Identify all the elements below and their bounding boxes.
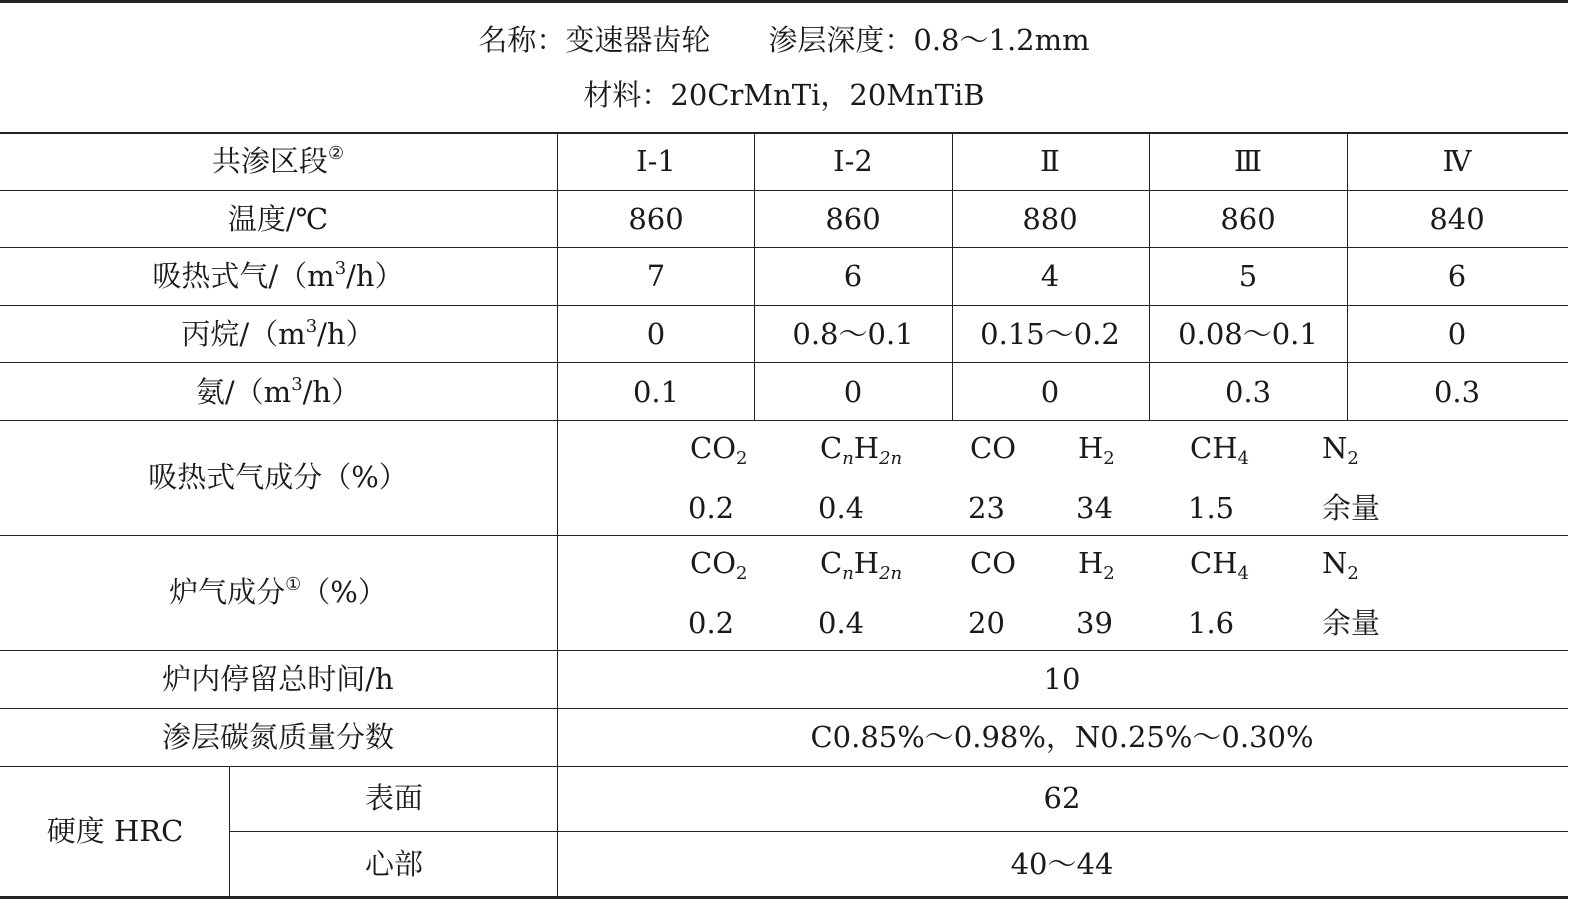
footnote-mark: ①	[285, 574, 302, 595]
formula-base: CO	[690, 546, 736, 580]
rule-header-bottom	[0, 132, 1568, 134]
propane-cell: 0.08～0.1	[1178, 317, 1318, 351]
propane-cell: 0	[1447, 317, 1467, 351]
rule	[0, 362, 1568, 363]
formula-sub: 2	[1347, 448, 1359, 469]
comp-n2-header	[1322, 431, 1359, 469]
label-part: （%）	[301, 575, 387, 609]
rule	[0, 190, 1568, 191]
rule	[0, 305, 1568, 306]
label-part: 吸热式气/（m	[152, 259, 335, 293]
formula-sub: 2n	[879, 448, 903, 469]
endo-comp-value: 0.4	[818, 491, 865, 525]
cn-content-label: 渗层碳氮质量分数	[161, 720, 395, 754]
formula-base: C	[820, 546, 843, 580]
endo-comp-value: 余量	[1322, 491, 1381, 525]
propane-cell: 0	[646, 317, 666, 351]
formula-sub: 4	[1237, 448, 1249, 469]
header-material-line: 材料：20CrMnTi，20MnTiB	[583, 78, 985, 112]
comp-cnh2n-header	[820, 431, 903, 469]
ammonia-cell: 0.3	[1224, 375, 1272, 409]
formula-sub: 2	[1103, 448, 1115, 469]
superscript: 3	[334, 258, 347, 279]
rule-col	[952, 133, 953, 421]
rule-col	[1347, 133, 1348, 421]
endo-comp-value: 34	[1076, 491, 1113, 525]
comp-n2-header	[1322, 546, 1359, 584]
temperature-cell: 860	[825, 202, 881, 236]
propane-cell: 0.8～0.1	[792, 317, 914, 351]
label-part: /h）	[346, 259, 404, 293]
formula-base: H	[1078, 431, 1104, 465]
comp-ch4-header	[1190, 546, 1249, 584]
comp-co-header: CO	[970, 431, 1016, 465]
endo-gas-cell: 6	[1447, 259, 1467, 293]
comp-h2-header	[1078, 431, 1115, 469]
comp-cnh2n-header	[820, 546, 903, 584]
endo-comp-value: 0.2	[688, 491, 735, 525]
formula-base: N	[1322, 546, 1348, 580]
furnace-comp-label	[169, 574, 387, 609]
endo-gas-cell: 6	[843, 259, 863, 293]
furnace-comp-value: 39	[1076, 606, 1113, 640]
stage-label-text: 共渗区段	[211, 144, 328, 178]
formula-base: N	[1322, 431, 1348, 465]
stage-label	[211, 143, 345, 178]
cn-content-value: C0.85%～0.98%，N0.25%～0.30%	[810, 720, 1314, 754]
header-name-line: 名称：变速器齿轮 渗层深度：0.8～1.2mm	[478, 23, 1090, 57]
formula-base: H	[853, 431, 880, 465]
ammonia-cell: 0	[1040, 375, 1060, 409]
furnace-comp-value: 0.4	[818, 606, 865, 640]
hardness-label: 硬度 HRC	[46, 814, 184, 848]
superscript: 3	[291, 374, 303, 395]
rule-bottom	[0, 896, 1568, 899]
ammonia-cell: 0.3	[1433, 375, 1481, 409]
total-time-value: 10	[1043, 662, 1081, 696]
temperature-cell: 860	[628, 202, 684, 236]
comp-ch4-header	[1190, 431, 1249, 469]
ammonia-cell: 0.1	[632, 375, 680, 409]
furnace-comp-value: 20	[968, 606, 1005, 640]
furnace-comp-value: 0.2	[688, 606, 735, 640]
hardness-surface-label: 表面	[364, 781, 424, 815]
endo-gas-label	[152, 258, 404, 293]
formula-sub: 2	[1347, 563, 1359, 584]
formula-sub: n	[842, 448, 854, 469]
formula-base: H	[1078, 546, 1104, 580]
ammonia-cell: 0	[843, 375, 863, 409]
propane-cell: 0.15～0.2	[980, 317, 1120, 351]
endo-gas-cell: 4	[1040, 259, 1060, 293]
rule	[0, 708, 1568, 709]
stage-cell: Ⅲ	[1234, 144, 1262, 178]
endo-gas-cell: 5	[1238, 259, 1258, 293]
rule-hardness-split	[230, 831, 1568, 832]
hardness-core-value: 40～44	[1010, 847, 1114, 881]
formula-base: C	[820, 431, 843, 465]
comp-h2-header	[1078, 546, 1115, 584]
formula-sub: 2n	[879, 563, 903, 584]
rule	[0, 247, 1568, 248]
endo-comp-value: 1.5	[1188, 491, 1235, 525]
formula-sub: n	[842, 563, 854, 584]
formula-base: CO	[690, 431, 736, 465]
hardness-surface-value: 62	[1043, 781, 1081, 815]
endo-comp-value: 23	[968, 491, 1005, 525]
rule	[0, 535, 1568, 536]
comp-co-header: CO	[970, 546, 1016, 580]
rule-col-label	[557, 133, 558, 897]
formula-sub: 2	[735, 448, 748, 469]
temperature-label: 温度/℃	[227, 202, 329, 236]
ammonia-label	[195, 374, 361, 409]
comp-co2-header	[690, 546, 748, 584]
formula-base: CH	[1190, 546, 1238, 580]
temperature-cell: 840	[1429, 202, 1485, 236]
rule-col	[1149, 133, 1150, 421]
footnote-mark: ②	[327, 143, 345, 164]
propane-label	[181, 316, 375, 351]
furnace-comp-value: 1.6	[1188, 606, 1235, 640]
label-part: /h）	[317, 317, 375, 351]
formula-base: CH	[1190, 431, 1238, 465]
stage-cell: Ⅱ	[1040, 144, 1060, 178]
rule-col	[754, 133, 755, 421]
hardness-core-label: 心部	[364, 847, 424, 881]
furnace-comp-value: 余量	[1322, 606, 1381, 640]
formula-base: H	[853, 546, 880, 580]
comp-co2-header	[690, 431, 748, 469]
superscript: 3	[305, 316, 318, 337]
total-time-label: 炉内停留总时间/h	[162, 662, 394, 696]
rule-top	[0, 0, 1568, 3]
temperature-cell: 860	[1220, 202, 1276, 236]
label-part: 丙烷/（m	[181, 317, 306, 351]
stage-cell: Ⅳ	[1442, 144, 1472, 178]
rule	[0, 766, 1568, 767]
temperature-cell: 880	[1022, 202, 1078, 236]
stage-cell: Ⅰ-1	[636, 144, 676, 178]
stage-cell: Ⅰ-2	[833, 144, 873, 178]
rule	[0, 420, 1568, 421]
formula-sub: 2	[735, 563, 748, 584]
endo-gas-cell: 7	[646, 259, 666, 293]
label-part: 氨/（m	[195, 375, 292, 409]
endo-comp-label: 吸热式气成分（%）	[148, 460, 408, 494]
formula-sub: 2	[1103, 563, 1115, 584]
formula-sub: 4	[1237, 563, 1249, 584]
label-part: 炉气成分	[169, 575, 286, 609]
label-part: /h）	[302, 375, 361, 409]
rule	[0, 650, 1568, 651]
rule-hardness-sub	[229, 766, 230, 897]
